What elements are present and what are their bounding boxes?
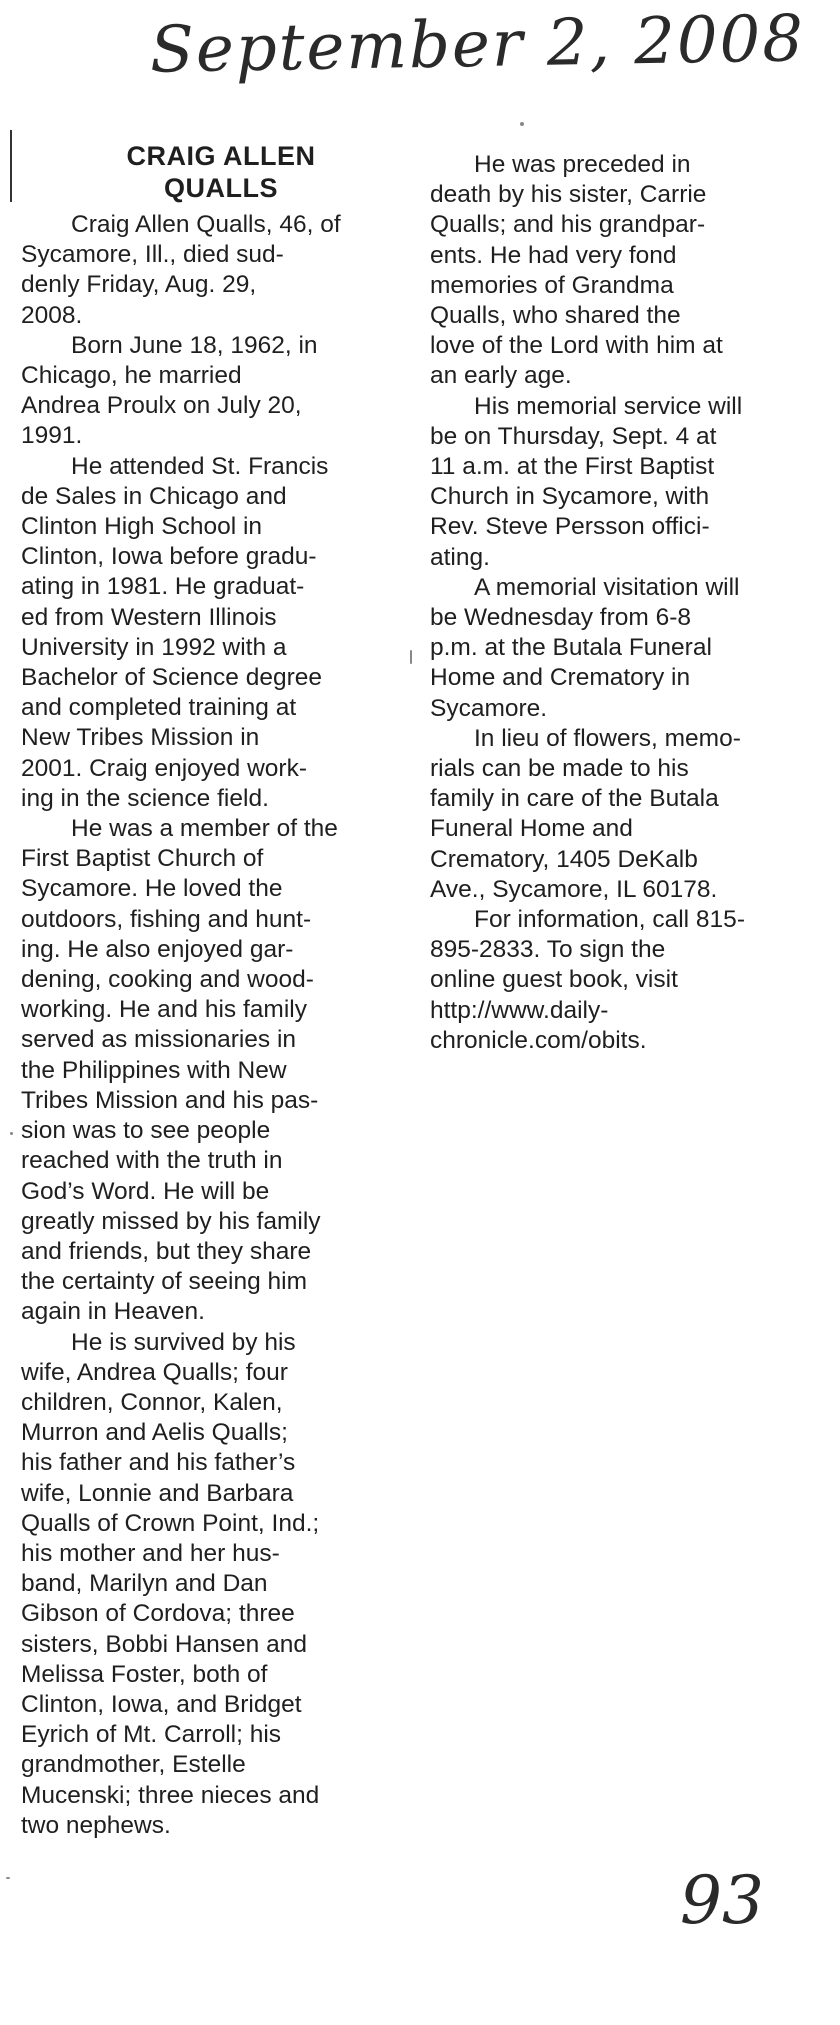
scan-speck [520,122,524,126]
headline-line-1: CRAIG ALLEN [126,141,316,171]
scan-speck [6,1877,10,1879]
paragraph-visitation: A memorial visitation will be Wednesday from 6-8 p.m. at the Butala Funeral Home and Crematory in Sycamore. [430,573,740,722]
paragraph-birth-marriage: Born June 18, 1962, in Chicago, he married Andrea Proulx on July 20, 1991. [21,331,318,450]
obituary-headline [21,140,401,204]
paragraph-preceded-in-death: He was preceded in death by his sister, Carrie Qualls; and his grandpar- ents. He had very fond memories of Grandma Qualls, who shared the love of the Lord with him at an early age. [430,151,723,390]
paragraph-information: For information, call 815- 895-2833. To sign the online guest book, visit http://www.daily- chronicle.com/obits. [430,906,745,1054]
paragraph-death-notice: Craig Allen Qualls, 46, of Sycamore, Ill., died sud- denly Friday, Aug. 29, 2008. [21,211,341,329]
paragraph-church-interests: He was a member of the First Baptist Church of Sycamore. He loved the outdoors, fishing and hunt- ing. He also enjoyed gar- dening, cooking and wood- working. He and his family served as missionaries in the Philippines with New Tribes Mission and his pas- sion was to see people reached with the truth in God’s Word. He will be greatly missed by his family and friends, but they share the certainty of seeing him again in Heaven. [21,815,338,1326]
handwritten-date: September 2, 2008 [149,2,806,88]
clipping-edge-mark [10,130,12,202]
obituary-left-column [21,140,401,1841]
scan-speck [410,650,412,664]
paragraph-memorials: In lieu of flowers, memo- rials can be made to his family in care of the Butala Funeral Home and Crematory, 1405 DeKalb Ave., Sycamore, IL 60178. [430,724,741,903]
obituary-right-column [430,150,825,1056]
headline-line-2: QUALLS [164,173,278,203]
paragraph-memorial-service: His memorial service will be on Thursday, Sept. 4 at 11 a.m. at the First Baptist Church in Sycamore, with Rev. Steve Persson offici- ating. [430,392,743,571]
paragraph-survivors: He is survived by his wife, Andrea Qualls; four children, Connor, Kalen, Murron and Aelis Qualls; his father and his father’s wife, Lonnie and Barbara Qualls of Crown Point, Ind.; his mother and her hus- band, Marilyn and Dan Gibson of Cordova; three sisters, Bobbi Hansen and Melissa Foster, both of Clinton, Iowa, and Bridget Eyrich of Mt. Carroll; his grandmother, Estelle Mucenski; three nieces and two nephews. [21,1328,320,1839]
scan-speck [10,1132,13,1135]
paragraph-education: He attended St. Francis de Sales in Chicago and Clinton High School in Clinton, Iowa before gradu- ating in 1981. He graduat- ed from Western Illinois University in 1992 with a Bachelor of Science degree and completed training at New Tribes Mission in 2001. Craig enjoyed work- ing in the science field. [21,452,329,812]
handwritten-page-number: 93 [680,1862,764,1939]
